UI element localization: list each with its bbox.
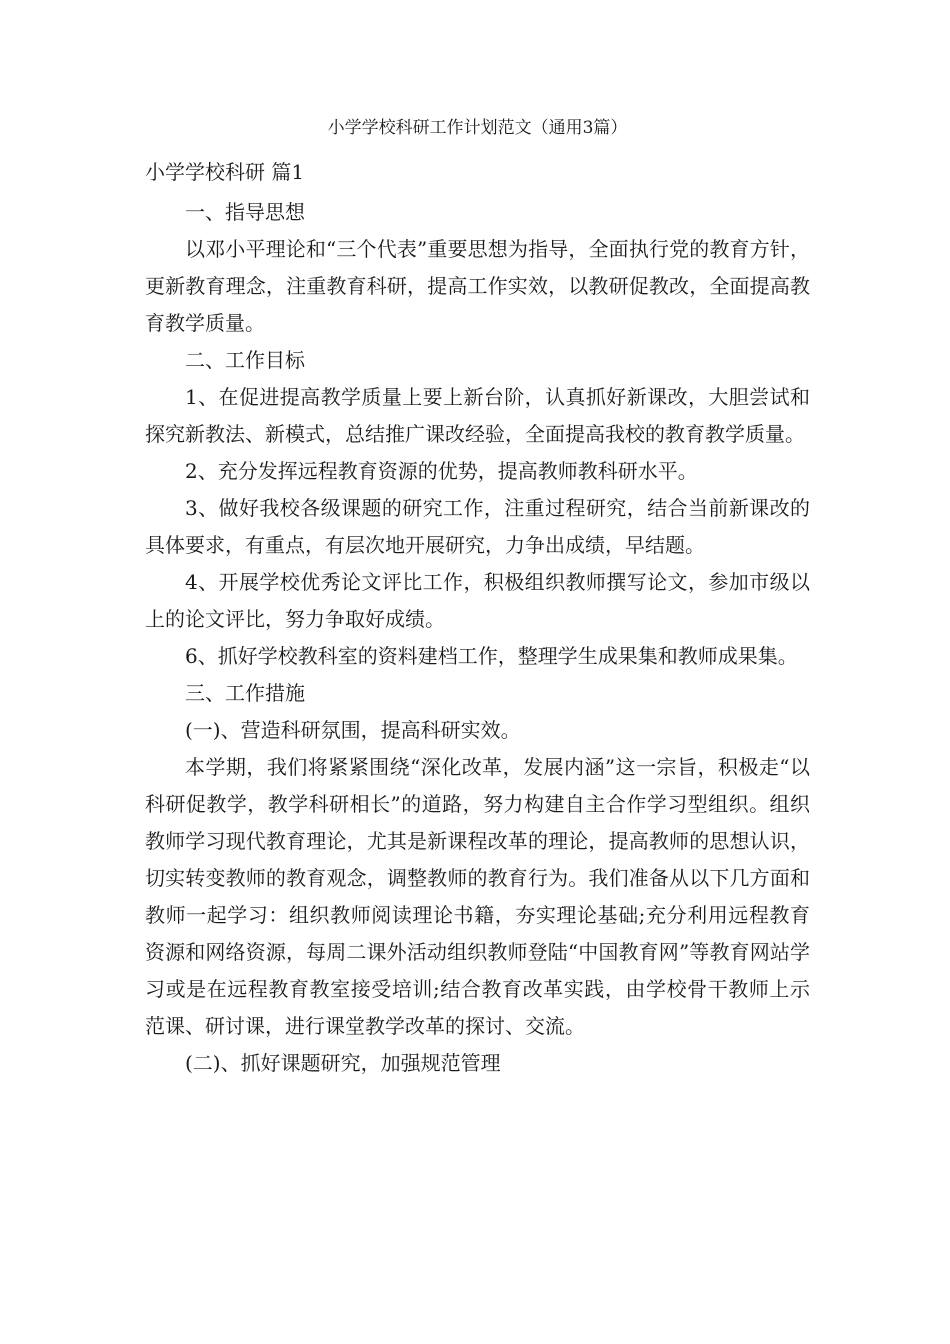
paragraph: 本学期，我们将紧紧围绕“深化改革，发展内涵”这一宗旨，积极走“以科研促教学，教学科研相长”的道路，努力构建自主合作学习型组织。组织教师学习现代教育理论，尤其是新课程改革的理论，提高教师的思想认识，切实转变教师的教育观念，调整教师的教育行为。我们准备从以下几方面和教师一起学习：组织教师阅读理论书籍，夯实理论基础;充分利用远程教育资源和网络资源，每周二课外活动组织教师登陆“中国教育网”等教育网站学习或是在远程教育教室接受培训;结合教育改革实践，由学校骨干教师上示范课、研讨课，进行课堂教学改革的探讨、交流。 bbox=[145, 755, 810, 1038]
paragraph: 4、开展学校优秀论文评比工作，积极组织教师撰写论文，参加市级以上的论文评比，努力争取好成绩。 bbox=[145, 570, 810, 631]
document-body bbox=[145, 194, 810, 1082]
subheading: (二)、抓好课题研究，加强规范管理 bbox=[185, 1051, 501, 1075]
paragraph: 1、在促进提高教学质量上要上新台阶，认真抓好新课改，大胆尝试和探究新教法、新模式，总结推广课改经验，全面提高我校的教育教学质量。 bbox=[145, 385, 810, 446]
paragraph: 3、做好我校各级课题的研究工作，注重过程研究，结合当前新课改的具体要求，有重点，有层次地开展研究，力争出成绩，早结题。 bbox=[145, 496, 810, 557]
section-title: 小学学校科研 篇1 bbox=[145, 160, 305, 184]
paragraph: 以邓小平理论和“三个代表”重要思想为指导，全面执行党的教育方针，更新教育理念，注重教育科研，提高工作实效，以教研促教改，全面提高教育教学质量。 bbox=[145, 237, 810, 335]
document-title: 小学学校科研工作计划范文（通用3篇） bbox=[327, 118, 628, 138]
heading-guiding-ideology: 一、指导思想 bbox=[185, 200, 305, 224]
paragraph: 2、充分发挥远程教育资源的优势，提高教师教科研水平。 bbox=[185, 459, 698, 483]
heading-work-goals: 二、工作目标 bbox=[185, 348, 305, 372]
paragraph: 6、抓好学校教科室的资料建档工作，整理学生成果集和教师成果集。 bbox=[185, 644, 798, 668]
heading-work-measures: 三、工作措施 bbox=[185, 681, 305, 705]
subheading: (一)、营造科研氛围，提高科研实效。 bbox=[185, 718, 521, 742]
